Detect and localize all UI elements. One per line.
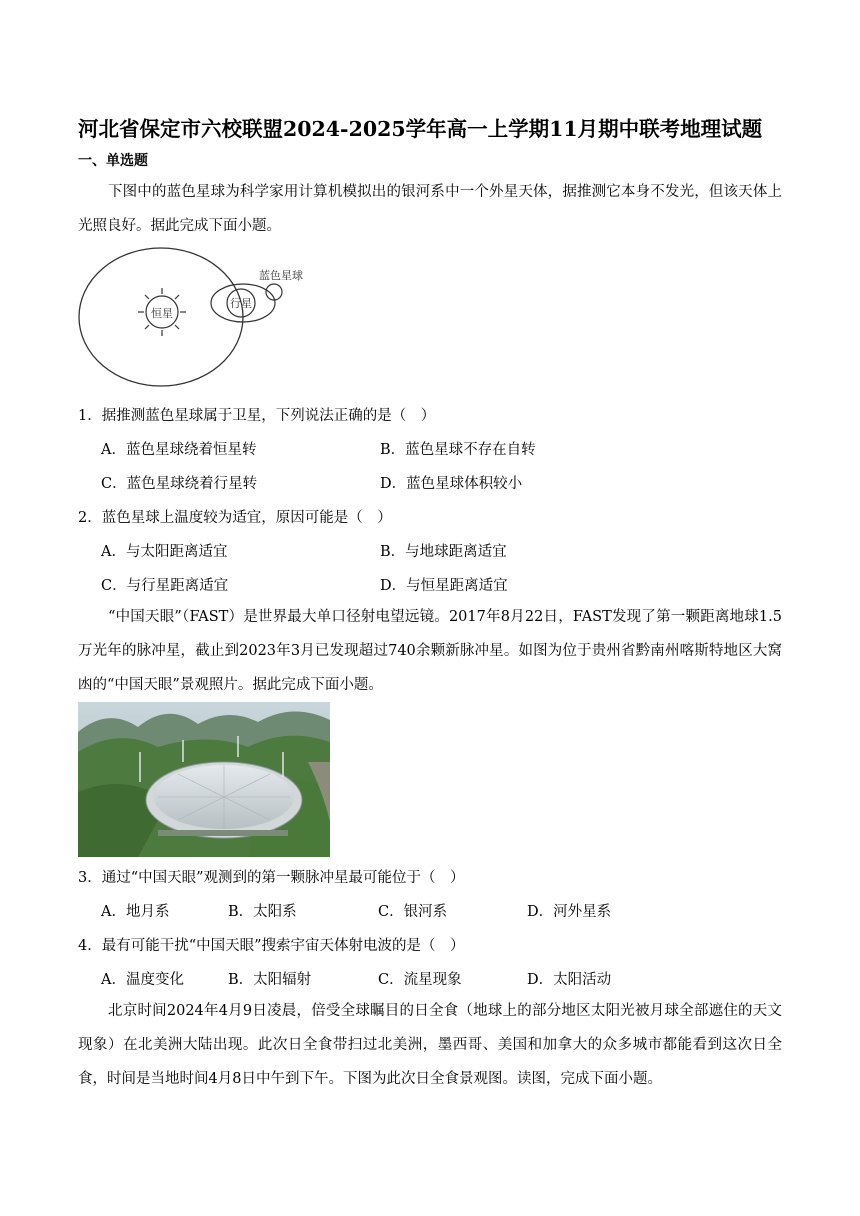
q2-option-c: C．与行星距离适宜 bbox=[101, 578, 229, 594]
q1-option-a: A．蓝色星球绕着恒星转 bbox=[101, 442, 257, 458]
q3-option-c: C．银河系 bbox=[378, 904, 448, 920]
q2-option-a: A．与太阳距离适宜 bbox=[101, 544, 228, 560]
question-3: 3．通过“中国天眼”观测到的第一颗脉冲星最可能位于（ ） bbox=[78, 870, 465, 886]
planet-label: 行星 bbox=[230, 297, 252, 310]
fast-telescope-photo bbox=[78, 702, 330, 857]
q3-option-b: B．太阳系 bbox=[228, 904, 297, 920]
question-1: 1．据推测蓝色星球属于卫星，下列说法正确的是（ ） bbox=[78, 408, 436, 424]
question-4: 4．最有可能干扰“中国天眼”搜索宇宙天体射电波的是（ ） bbox=[78, 938, 465, 954]
page-title: 河北省保定市六校联盟2024-2025学年高一上学期11月期中联考地理试题 bbox=[78, 117, 763, 141]
section-heading: 一、单选题 bbox=[78, 153, 148, 169]
question-2: 2．蓝色星球上温度较为适宜，原因可能是（ ） bbox=[78, 510, 392, 526]
q1-option-c: C．蓝色星球绕着行星转 bbox=[101, 476, 258, 492]
q4-option-d: D．太阳活动 bbox=[527, 972, 612, 988]
q3-option-a: A．地月系 bbox=[101, 904, 170, 920]
q3-option-d: D．河外星系 bbox=[527, 904, 612, 920]
q4-option-c: C．流星现象 bbox=[378, 972, 462, 988]
q2-option-b: B．与地球距离适宜 bbox=[380, 544, 507, 560]
q1-option-d: D．蓝色星球体积较小 bbox=[380, 476, 523, 492]
passage-2: “中国天眼”（FAST）是世界最大单口径射电望远镜。2017年8月22日，FAST发现了第一颗距离地球1.5万光年的脉冲星，截止到2023年3月已发现超过740余颗新脉冲星。如图为位于贵州省黔南州喀斯特地区大窝凼的“中国天眼”景观照片。据此完成下面小题。 bbox=[78, 609, 782, 693]
q2-option-d: D．与恒星距离适宜 bbox=[380, 578, 508, 594]
q4-option-b: B．太阳辐射 bbox=[228, 972, 312, 988]
passage-3: 北京时间2024年4月9日凌晨，倍受全球瞩目的日全食（地球上的部分地区太阳光被月球全部遮住的天文现象）在北美洲大陆出现。此次日全食带扫过北美洲，墨西哥、美国和加拿大的众多城市都能看到这次日全食，时间是当地时间4月8日中午到下午。下图为此次日全食景观图。读图，完成下面小题。 bbox=[78, 1003, 782, 1087]
star-label: 恒星 bbox=[151, 307, 173, 320]
q4-option-a: A．温度变化 bbox=[101, 972, 184, 988]
blue-planet-label: 蓝色星球 bbox=[259, 269, 303, 282]
orbit-diagram bbox=[78, 245, 318, 390]
passage-1: 下图中的蓝色星球为科学家用计算机模拟出的银河系中一个外星天体，据推测它本身不发光，但该天体上光照良好。据此完成下面小题。 bbox=[78, 184, 782, 234]
q1-option-b: B．蓝色星球不存在自转 bbox=[380, 442, 536, 458]
